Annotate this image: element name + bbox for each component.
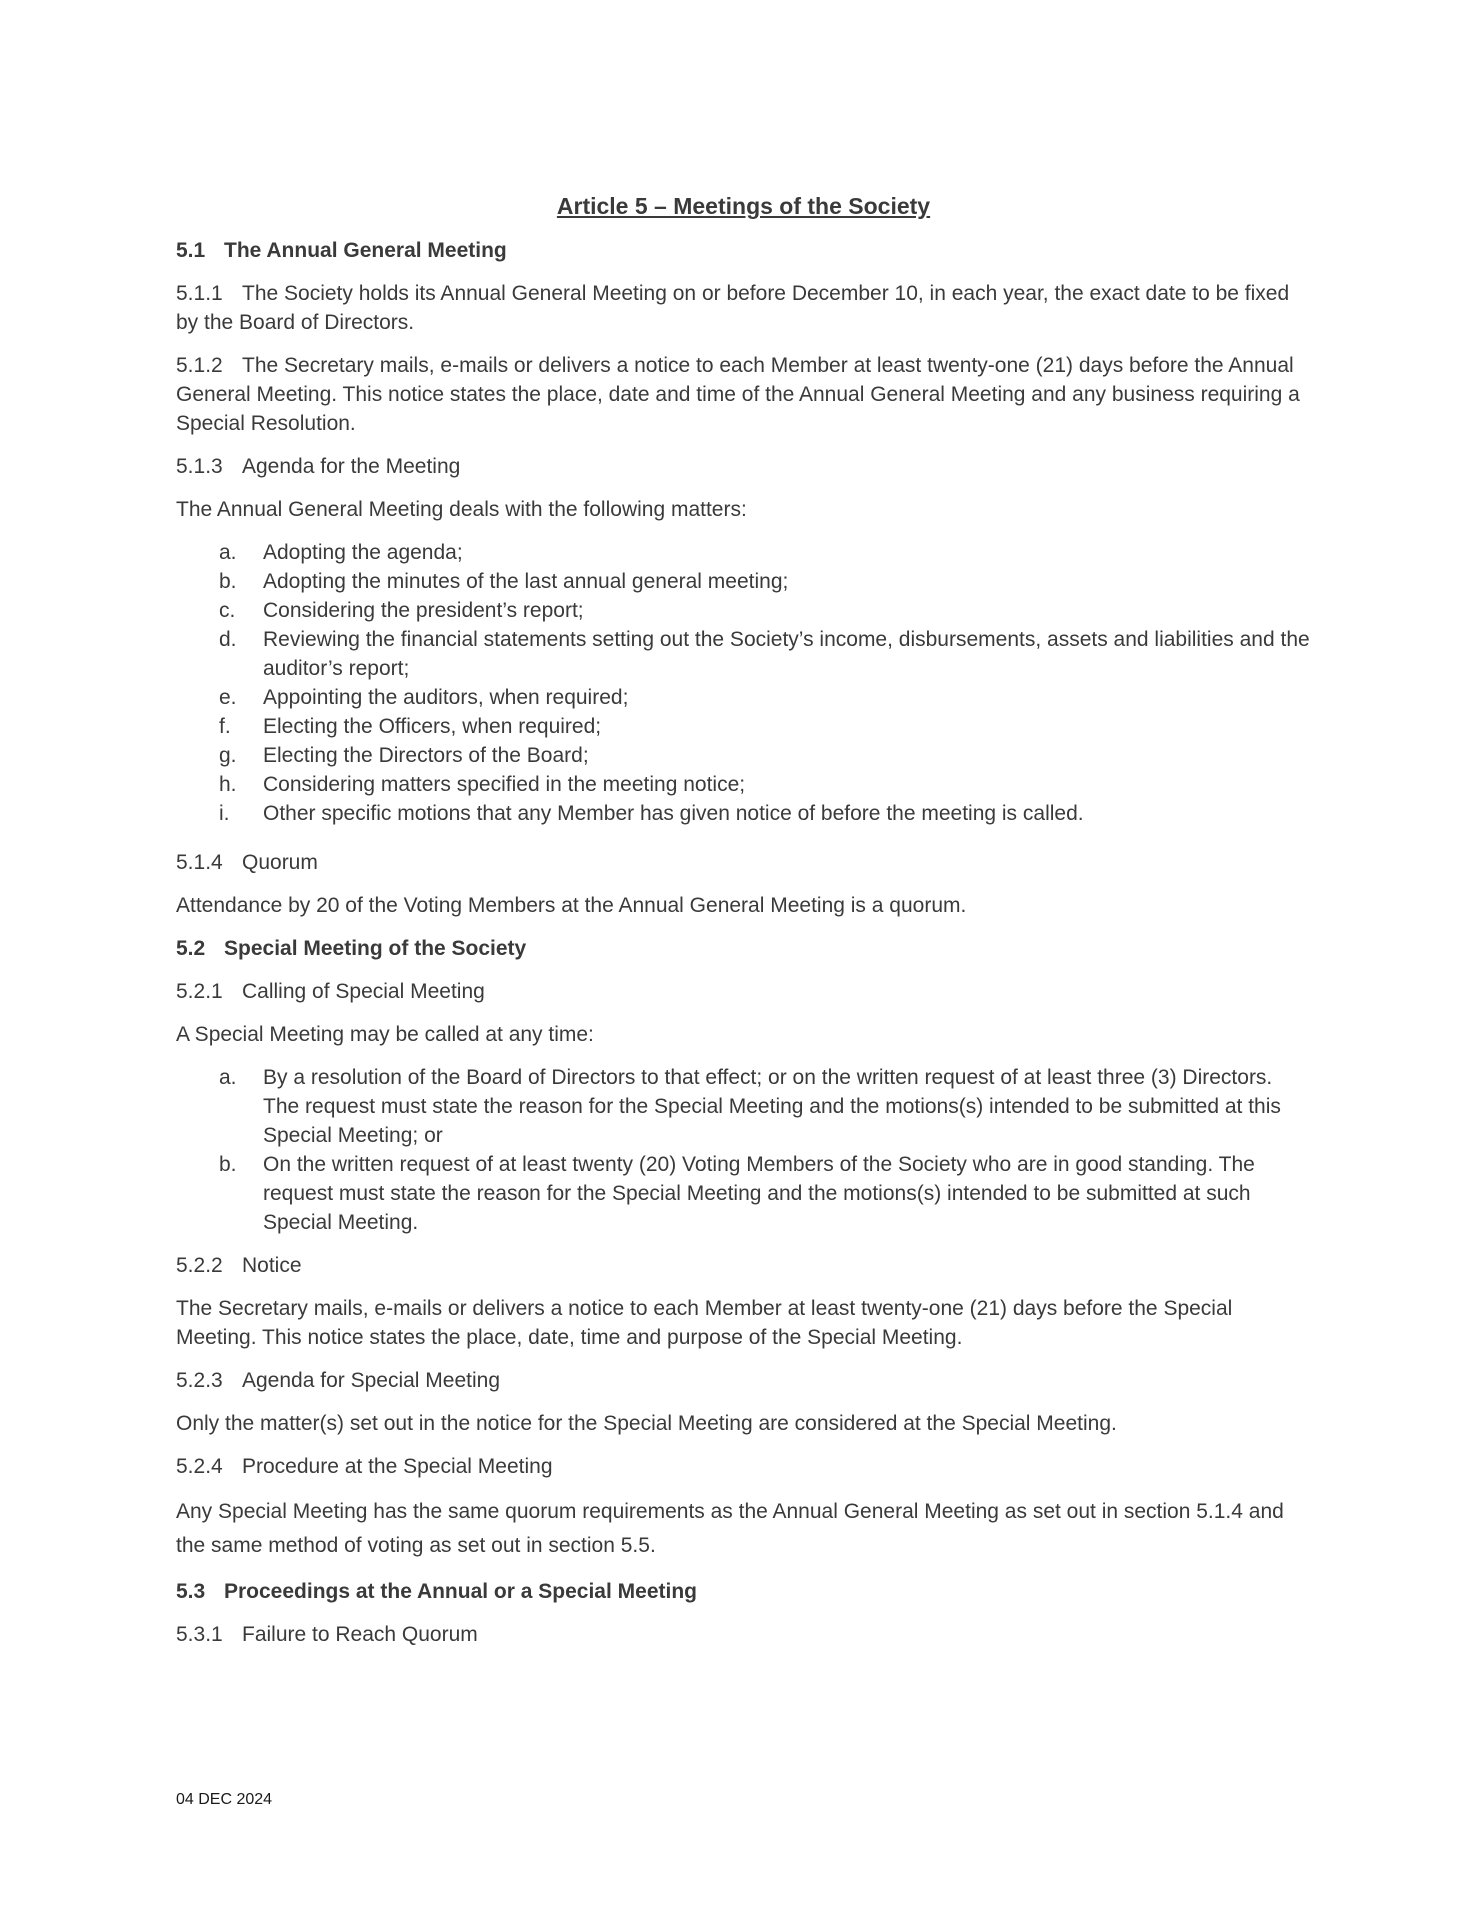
list-item-text: Considering the president’s report; xyxy=(263,599,584,622)
section-number: 5.3 xyxy=(176,1580,206,1603)
list-item-text: On the written request of at least twenty (20) Voting Members of the Society who are in good standing. The request must state the reason for the Special Meeting and the motions(s) intended to be submitted at such Special Meeting. xyxy=(263,1153,1255,1234)
subheading-5-2-3 xyxy=(176,1366,1311,1395)
subheading-title: Calling of Special Meeting xyxy=(242,980,485,1003)
article-title: Article 5 – Meetings of the Society xyxy=(556,193,931,219)
list-marker: b. xyxy=(219,1153,237,1176)
clause-number: 5.2.4 xyxy=(176,1455,223,1478)
subheading-5-1-3 xyxy=(176,452,1311,481)
list-item xyxy=(219,1150,1311,1237)
list-marker: a. xyxy=(219,1066,237,1089)
list-item-text: Electing the Officers, when required; xyxy=(263,715,602,738)
list-marker: d. xyxy=(219,628,237,651)
list-item xyxy=(219,770,1311,799)
list-item-text: By a resolution of the Board of Directors to that effect; or on the written request of at least three (3) Directors. The request must state the reason for the Special Meeting and the motions(s) intended to be submitted at this Special Meeting; or xyxy=(263,1066,1281,1147)
subheading-title: Failure to Reach Quorum xyxy=(242,1623,478,1646)
list-item xyxy=(219,712,1311,741)
section-heading-5-2 xyxy=(176,934,1311,963)
section-heading-5-1 xyxy=(176,236,1311,265)
subheading-title: Agenda for the Meeting xyxy=(242,455,461,478)
subheading-title: Quorum xyxy=(242,851,318,874)
list-item xyxy=(219,625,1311,683)
list-item-text: Appointing the auditors, when required; xyxy=(263,686,629,709)
list-marker: c. xyxy=(219,599,236,622)
list-marker: b. xyxy=(219,570,237,593)
list-item-text: Adopting the agenda; xyxy=(263,541,463,564)
subheading-title: Notice xyxy=(242,1254,302,1277)
clause-number: 5.2.3 xyxy=(176,1369,223,1392)
list-item-text: Other specific motions that any Member has given notice of before the meeting is called. xyxy=(263,802,1084,825)
list-item xyxy=(219,683,1311,712)
section-number: 5.2 xyxy=(176,937,206,960)
procedure-text: Any Special Meeting has the same quorum requirements as the Annual General Meeting as set out in section 5.1.4 and the same method of voting as set out in section 5.5. xyxy=(176,1500,1284,1557)
list-marker: h. xyxy=(219,773,237,796)
list-item-text: Adopting the minutes of the last annual general meeting; xyxy=(263,570,789,593)
list-item-text: Electing the Directors of the Board; xyxy=(263,744,589,767)
subheading-title: Procedure at the Special Meeting xyxy=(242,1455,553,1478)
list-marker: g. xyxy=(219,744,237,767)
section-heading-5-3 xyxy=(176,1577,1311,1606)
list-marker: i. xyxy=(219,802,230,825)
section-title: Proceedings at the Annual or a Special Meeting xyxy=(224,1580,697,1603)
clause-number: 5.1.4 xyxy=(176,851,223,874)
list-item xyxy=(219,596,1311,625)
subheading-5-1-4 xyxy=(176,848,1311,877)
list-item xyxy=(219,799,1311,828)
clause-number: 5.1.2 xyxy=(176,354,223,377)
clause-number: 5.1.3 xyxy=(176,455,223,478)
list-item-text: Reviewing the financial statements setting out the Society’s income, disbursements, assets and liabilities and the auditor’s report; xyxy=(263,628,1310,680)
subheading-5-2-1 xyxy=(176,977,1311,1006)
list-item xyxy=(219,741,1311,770)
list-item xyxy=(219,1063,1311,1150)
clause-text: The Secretary mails, e-mails or delivers a notice to each Member at least twenty-one (21) days before the Annual General Meeting. This notice states the place, date and time of the Annual General Meeting and any business requiring a Special Resolution. xyxy=(176,354,1300,435)
clause-number: 5.3.1 xyxy=(176,1623,223,1646)
agenda-special-text: Only the matter(s) set out in the notice for the Special Meeting are considered at the Special Meeting. xyxy=(176,1412,1117,1435)
clause-5-1-1 xyxy=(176,279,1311,337)
quorum-text: Attendance by 20 of the Voting Members at the Annual General Meeting is a quorum. xyxy=(176,894,967,917)
list-marker: f. xyxy=(219,715,231,738)
list-item xyxy=(219,567,1311,596)
section-number: 5.1 xyxy=(176,239,206,262)
section-title: Special Meeting of the Society xyxy=(224,937,527,960)
clause-number: 5.2.1 xyxy=(176,980,223,1003)
agenda-intro: The Annual General Meeting deals with the following matters: xyxy=(176,498,747,521)
special-meeting-intro: A Special Meeting may be called at any time: xyxy=(176,1023,594,1046)
document-body xyxy=(176,190,1311,1663)
special-meeting-list xyxy=(176,1063,1311,1237)
subheading-5-3-1 xyxy=(176,1620,1311,1649)
list-marker: a. xyxy=(219,541,237,564)
agenda-list xyxy=(176,538,1311,828)
clause-number: 5.1.1 xyxy=(176,282,223,305)
clause-number: 5.2.2 xyxy=(176,1254,223,1277)
subheading-5-2-2 xyxy=(176,1251,1311,1280)
footer-date: 04 DEC 2024 xyxy=(176,1791,273,1808)
clause-5-1-2 xyxy=(176,351,1311,438)
list-marker: e. xyxy=(219,686,237,709)
clause-text: The Society holds its Annual General Meeting on or before December 10, in each year, the exact date to be fixed by the Board of Directors. xyxy=(176,282,1290,334)
list-item-text: Considering matters specified in the meeting notice; xyxy=(263,773,746,796)
subheading-5-2-4 xyxy=(176,1452,1311,1481)
list-item xyxy=(219,538,1311,567)
section-title: The Annual General Meeting xyxy=(224,239,507,262)
subheading-title: Agenda for Special Meeting xyxy=(242,1369,500,1392)
notice-text: The Secretary mails, e-mails or delivers a notice to each Member at least twenty-one (21) days before the Special Meeting. This notice states the place, date, time and purpose of the Special Meeting. xyxy=(176,1297,1233,1349)
